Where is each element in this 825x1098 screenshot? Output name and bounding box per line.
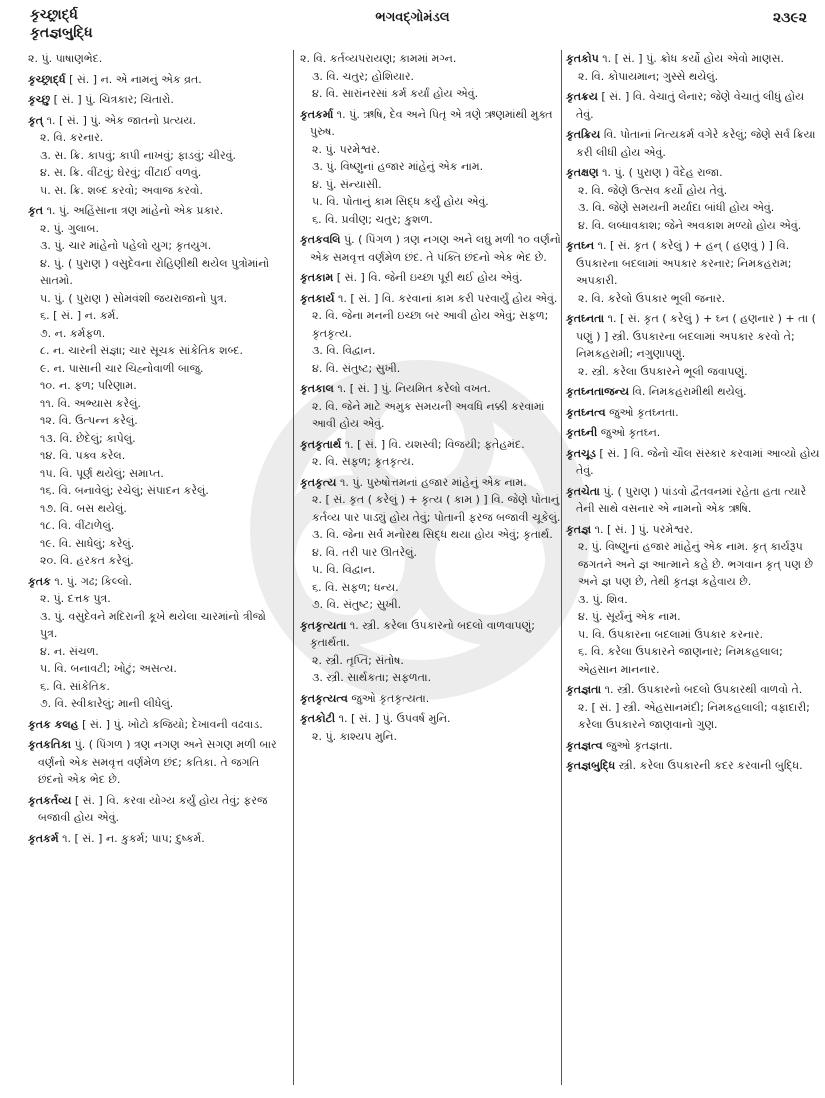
definition-text: ૨. પું. દત્તક પુત્ર.	[40, 592, 111, 605]
headword: કૃતઘ્નત્વ	[566, 405, 606, 419]
dictionary-entry	[566, 237, 821, 307]
entry-sense	[300, 398, 565, 433]
definition-text: ૧૦. ન. ફળ; પરિણામ.	[40, 379, 137, 392]
definition-text: ૫. સ. ક્રિ. શબ્દ કરવો; અવાજ કરવો.	[40, 183, 204, 197]
dictionary-entry	[28, 736, 284, 789]
definition-text: સ્ત્રી. કરેલા ઉપકારની કદર કરવાની બુદ્ધિ.	[618, 759, 803, 772]
definition-text: [ સં. ] વિ. જેની ઇચ્છા પૂરી થઈ હોય એવું.	[336, 271, 523, 284]
definition-text: ૨. વિ. કરેલો ઉપકાર ભૂલી જનાર.	[578, 291, 726, 305]
headword: કૃતક્ષણ	[566, 166, 599, 179]
definition-text: ૬. વિ. કરેલા ઉપકારને જાણનાર; નિમકહલાલ; એહસાન માનનાર.	[578, 645, 783, 676]
definition-text: ૩. પું. શિવ.	[578, 592, 628, 606]
definition-text: ૨. વિ. કર્તવ્યપરાયણ; કામમાં મગ્ન.	[300, 52, 457, 65]
entry-sense	[566, 217, 821, 235]
definition-text: જુઓ કૃતજ્ઞતા.	[606, 738, 673, 752]
definition-text: જુઓ કૃતઘ્ન.	[600, 426, 661, 439]
definition-text: ૨. સ્ત્રી. કરેલા ઉપકારને ભૂલી જવાપણું.	[578, 364, 748, 378]
definition-text: ૧૫. વિ. પૂર્ણ થયેલું; સમાપ્ત.	[40, 466, 164, 480]
entry-sense	[566, 182, 821, 200]
dictionary-entry	[300, 50, 565, 103]
entry-sense	[28, 220, 284, 238]
definition-text: ૨. સ્ત્રી. તૃપ્તિ; સંતોષ.	[312, 653, 404, 667]
headword: કૃતકૃત્ય	[300, 475, 337, 489]
entry-sense	[28, 325, 284, 343]
entry-sense	[566, 608, 821, 626]
entry-sense	[300, 176, 565, 194]
dictionary-entry	[566, 50, 821, 85]
page-header	[0, 6, 825, 46]
entry-sense	[28, 255, 284, 290]
definition-text: ૧. પું. ( પુરાણ ) વૈદેહ રાજા.	[602, 166, 723, 179]
headword: કૃતઘ્નતાજન્ય	[566, 385, 630, 398]
definition-text: ૧. પું. પુરુષોત્તમનાં હજાર માંહેનું એક નામ.	[339, 475, 527, 489]
definition-text: જુઓ કૃતઘ્નતા.	[609, 405, 679, 419]
entry-sense	[28, 590, 284, 608]
definition-text: ૧. પું. અહિંસાના ત્રણ માંહેનો એક પ્રકાર.	[46, 204, 224, 217]
definition-text: ૩. સ્ત્રી. સાર્થકતા; સફળતા.	[312, 671, 432, 684]
definition-text: પું. ( પિંગળ ) ત્રણ નગણ અને સગણ મળી બાર વર્ણનો એક સમવૃત્ત વર્ણમેળ છંદ; કતિકા. તે જગતિ છંદનો એક ભેદ છે.	[38, 738, 277, 786]
entry-sense	[300, 141, 565, 159]
entry-sense	[300, 652, 565, 670]
definition-text: [ સં. ] પું. ખોટો કજિયો; દેખાવની વઢવાડ.	[82, 717, 263, 731]
headword: કૃતકૃત્યતા	[300, 618, 347, 632]
entry-first-line	[300, 617, 565, 652]
dictionary-entry	[300, 710, 565, 745]
entry-sense	[300, 526, 565, 544]
entry-sense	[28, 535, 284, 553]
definition-text: ૬. વિ. પ્રવીણ; ચતુર; કુશળ.	[312, 212, 433, 226]
definition-text: [ સં. ] વિ. કરવા યોગ્ય કર્યું હોય તેવું; ફરજ બજાવી હોય એવું.	[38, 793, 268, 824]
entry-sense	[300, 491, 565, 526]
dictionary-entry	[566, 404, 821, 422]
headword: કૃતક્રય	[566, 90, 598, 103]
definition-text: પું. ( પુરાણ ) પાંડવો દ્વૈતવનમાં રહેતા હતા ત્યારે તેની સાથે વસનાર એ નામનો એક ઋષિ.	[576, 484, 807, 515]
column-left	[28, 50, 284, 1080]
guide-word-first: કૃચ્છ્રાર્દ્ધ	[30, 7, 78, 23]
entry-sense	[28, 395, 284, 413]
dictionary-entry	[28, 792, 284, 827]
definition-text: ૪. પું. સૂર્યનું એક નામ.	[578, 610, 681, 623]
guide-word-last: કૃતજ્ઞબુદ્ધિ	[30, 25, 93, 41]
definition-text: ૨. પું. કાશ્યપ મુનિ.	[312, 729, 397, 743]
headword: કૃતકાલ	[300, 382, 334, 395]
entry-sense	[300, 85, 565, 103]
entry-sense	[28, 164, 284, 182]
dictionary-columns	[28, 50, 818, 1090]
headword: કૃતઘ્ન	[566, 239, 595, 252]
entry-first-line	[28, 202, 284, 220]
definition-text: ૨. [ સં. કૃત ( કરેલું ) + કૃત્ય ( કામ ) ] વિ. જેણે પોતાનું કર્તવ્ય પાર પાડ્યું હોય તેવું; પોતાની ફરજ બજાવી ચૂકેલું.	[312, 493, 561, 524]
entry-sense	[28, 147, 284, 165]
definition-text: ૪. સ. ક્રિ. વીંટવું; ઘેરવું; વીંટાઈ વળવું.	[40, 166, 202, 179]
headword: કૃતક્રિય	[566, 128, 601, 141]
entry-first-line	[28, 792, 284, 827]
dictionary-entry	[566, 424, 821, 442]
definition-text: ૩. પું. ચાર માંહેનો પહેલો યુગ; કૃતયુગ.	[40, 239, 212, 252]
headword: કૃતકાર્ય	[300, 291, 335, 305]
definition-text: ૧૪. વિ. પક્વ કરેલ.	[40, 449, 126, 462]
headword: કૃતઘ્ની	[566, 426, 598, 439]
entry-sense	[300, 544, 565, 562]
headword: કૃતકવલિ	[300, 233, 341, 246]
entry-sense	[300, 561, 565, 579]
entry-first-line	[28, 716, 284, 734]
entry-first-line	[28, 736, 284, 789]
headword: કૃતજ્ઞ	[566, 522, 592, 536]
entry-sense	[300, 669, 565, 687]
headword: કૃતકતિકા	[28, 738, 72, 751]
definition-text: ૫. વિ. ઉપકારના બદલામાં ઉપકાર કરનાર.	[578, 627, 764, 641]
dictionary-entry	[28, 50, 284, 68]
definition-text: ૧. સ્ત્રી. ઉપકારનો બદલો ઉપકારથી વાળવો તે.	[604, 683, 803, 696]
dictionary-entry	[566, 88, 821, 123]
entry-first-line	[28, 91, 284, 109]
dictionary-entry	[28, 716, 284, 734]
entry-first-line	[300, 290, 565, 308]
entry-sense	[28, 660, 284, 678]
entry-first-line	[300, 106, 565, 141]
headword: કૃતકર્તવ્ય	[28, 793, 72, 807]
entry-first-line	[566, 483, 821, 518]
definition-text: ૪. પું. સંન્યાસી.	[312, 177, 382, 191]
dictionary-entry	[566, 681, 821, 734]
definition-text: ૨. [ સં. ] સ્ત્રી. એહસાનમંદી; નિમકહલાલી; વફાદારી; કરેલા ઉપકારને જાણવાનો ગુણ.	[578, 700, 810, 731]
definition-text: ૩. પું. વિષ્ણુનાં હજાર માંહેનું એક નામ.	[312, 160, 484, 173]
entry-sense	[300, 360, 565, 378]
entry-sense	[300, 307, 565, 342]
dictionary-entry	[28, 830, 284, 848]
definition-text: ૨. વિ. જેણે ઉત્સવ કર્યો હોય તેવું.	[578, 183, 728, 197]
entry-first-line	[300, 690, 565, 708]
definition-text: વિ. પોતાનાં નિત્યકર્મ વગેરે કરેલું; જેણે સર્વ ક્રિયા કરી લીધી હોય એવું.	[576, 128, 816, 159]
headword: કૃતકર્મ	[28, 831, 59, 845]
entry-first-line	[300, 269, 565, 287]
definition-text: ૧. [ સં. ] પું. એક જાતનો પ્રત્યય.	[46, 113, 197, 127]
headword: કૃત્	[28, 113, 44, 127]
definition-text: ૧૨. વિ. ઉત્પન્ન કરેલું.	[40, 414, 138, 427]
entry-first-line	[300, 231, 565, 266]
entry-first-line	[566, 521, 821, 539]
entry-sense	[28, 552, 284, 570]
definition-text: ૬. વિ. સફળ; ધન્ય.	[312, 580, 399, 594]
headword: કૃતકૃત્યત્વ	[300, 691, 348, 705]
entry-sense	[566, 68, 821, 86]
definition-text: ૮. ન. ચારની સંજ્ઞા; ચાર સૂચક સાંકેતિક શબ્દ.	[40, 344, 243, 357]
definition-text: ૪. વિ. તરી પાર ઊતરેલું.	[312, 545, 417, 559]
dictionary-entry	[566, 757, 821, 775]
entry-sense	[566, 290, 821, 308]
definition-text: ૨. પું. પાષાણભેદ.	[28, 52, 103, 65]
entry-sense	[28, 377, 284, 395]
entry-sense	[28, 182, 284, 200]
definition-text: ૭. વિ. સંતુષ્ટ; સુખી.	[312, 598, 402, 611]
dictionary-entry	[300, 617, 565, 687]
definition-text: [ સં. ] વિ. વેચાતું લેનાર; જેણે વેચાતું લીધું હોય તેવું.	[576, 90, 805, 121]
definition-text: ૧૩. વિ. છેદેલું; કાપેલું.	[40, 431, 136, 445]
definition-text: જુઓ કૃતકૃત્યતા.	[351, 691, 430, 705]
column-right	[566, 50, 821, 1080]
entry-sense	[300, 579, 565, 597]
entry-first-line	[566, 681, 821, 699]
entry-sense	[566, 199, 821, 217]
entry-sense	[566, 538, 821, 591]
entry-sense	[28, 482, 284, 500]
definition-text: ૧. [ સં. ] વિ. કરવાનાં કામ કરી પરવાર્યું હોય એવું.	[338, 291, 558, 305]
entry-sense	[300, 728, 565, 746]
definition-text: ૧. પું. ગઢ; કિલ્લો.	[54, 574, 133, 588]
page-title: ભગવદ્ગોમંડલ	[375, 10, 450, 25]
dictionary-entry	[300, 106, 565, 229]
entry-first-line	[566, 757, 821, 775]
entry-first-line	[566, 88, 821, 123]
headword: કૃતજ્ઞતા	[566, 683, 602, 696]
entry-first-line	[566, 50, 821, 68]
dictionary-entry	[28, 112, 284, 200]
entry-sense	[28, 342, 284, 360]
entry-first-line	[300, 710, 565, 728]
entry-first-line	[566, 424, 821, 442]
headword: કૃચ્છુ	[28, 93, 51, 106]
definition-text: ૪. વિ. લબ્ધાવકાશ; જેને અવકાશ મળ્યો હોય એવું.	[578, 218, 802, 232]
definition-text: ૫. પું. ( પુરાણ ) સોમવંશી જયરાજાનો પુત્ર.	[40, 291, 228, 305]
entry-sense	[28, 695, 284, 713]
dictionary-entry	[566, 164, 821, 234]
definition-text: ૧. [ સં. ] પું. ઉપવર્ષ મુનિ.	[338, 712, 451, 725]
entry-first-line	[566, 383, 821, 401]
entry-sense	[300, 211, 565, 229]
column-middle	[300, 50, 565, 1080]
dictionary-entry	[566, 126, 821, 161]
entry-sense	[28, 608, 284, 643]
definition-text: ૯. ન. પાસાની ચાર ચિહ્નોવાળી બાજુ.	[40, 361, 204, 375]
entry-first-line	[566, 310, 821, 363]
definition-text: ૪. વિ. સંતુષ્ટ; સુખી.	[312, 361, 401, 375]
entry-first-line	[28, 830, 284, 848]
entry-first-line	[300, 436, 565, 454]
entry-sense	[566, 699, 821, 734]
definition-text: ૩. વિ. ચતુર; હોશિયાર.	[312, 69, 415, 83]
definition-text: ૩. પું. વસુદેવને મદિરાની કૂખે થયેલા ચારમાંનો ત્રીજો પુત્ર.	[40, 609, 266, 640]
entry-sense	[28, 412, 284, 430]
dictionary-entry	[300, 290, 565, 378]
headword: કૃતઘ્નતા	[566, 312, 605, 325]
entry-first-line	[28, 112, 284, 130]
definition-text: ૨. વિ. જેને માટે અમુક સમયની અવધિ નક્કી કરવામાં આવી હોય એવું.	[312, 399, 545, 430]
entry-sense	[28, 307, 284, 325]
definition-text: ૧. [ સં. ] પું. પરમેશ્વર.	[594, 522, 694, 536]
dictionary-entry	[566, 310, 821, 380]
definition-text: ૬. વિ. સાંકેતિક.	[40, 679, 110, 693]
definition-text: ૨. વિ. જેના મનની ઇચ્છા બર આવી હોય એવું; સફળ; કૃતકૃત્ય.	[312, 309, 549, 340]
dictionary-entry	[28, 202, 284, 570]
headword: કૃતકામ	[300, 271, 334, 284]
entry-sense	[300, 342, 565, 360]
entry-sense	[28, 517, 284, 535]
entry-sense	[566, 363, 821, 381]
definition-text: ૩. વિ. જેણે સમયની મર્યાદા બાંધી હોય એવું.	[578, 201, 775, 214]
definition-text: ૧૯. વિ. સાધેલું; કરેલું.	[40, 536, 135, 550]
dictionary-entry	[300, 436, 565, 471]
entry-sense	[28, 500, 284, 518]
entry-sense	[566, 643, 821, 678]
definition-text: વિ. નિમકહરામીથી થયેલું.	[632, 385, 747, 398]
entry-sense	[28, 430, 284, 448]
definition-text: ૨૦. વિ. હરકત કરેલું.	[40, 554, 134, 567]
definition-text: ૧૭. વિ. બસ થયેલું.	[40, 501, 127, 515]
entry-first-line	[28, 573, 284, 591]
entry-sense	[300, 453, 565, 471]
headword: કૃતજ્ઞત્વ	[566, 738, 603, 752]
definition-text: ૧. [ સં. કૃત ( કરેલું ) + ઘ્ન ( હણનાર ) + તા ( પણું ) ] સ્ત્રી. ઉપકારના બદલામાં અપકાર કરવો તે; નિમકહરામી; નગુણાપણું.	[576, 312, 816, 360]
entry-first-line	[300, 380, 565, 398]
entry-sense	[28, 447, 284, 465]
entry-sense	[28, 643, 284, 661]
entry-sense	[566, 591, 821, 609]
definition-text: ૪. વિ. સારાંનરસાં કર્મ કર્યાં હોય એવું.	[312, 87, 479, 100]
definition-text: ૨. વિ. કરનાર.	[40, 131, 104, 144]
dictionary-entry	[566, 483, 821, 518]
definition-text: ૨. પું. પરમેશ્વર.	[312, 142, 381, 156]
entry-first-line	[566, 237, 821, 290]
definition-text: પું. ( પિંગળ ) ત્રણ નગણ અને લઘુ મળી ૧૦ વર્ણનો એક સમવૃત્ત વર્ણમેળ છંદ. તે પંક્તિ છંદનો એક ભેદ છે.	[310, 233, 561, 264]
entry-sense	[28, 465, 284, 483]
definition-text: [ સં. ] ન. એ નામનું એક વ્રત.	[69, 72, 202, 86]
entry-first-line	[28, 50, 284, 68]
entry-first-line	[566, 737, 821, 755]
dictionary-entry	[566, 737, 821, 755]
dictionary-entry	[28, 71, 284, 89]
definition-text: ૩. વિ. વિદ્વાન.	[312, 344, 376, 357]
definition-text: ૨. પું. વિષ્ણુનાં હજાર માંહેનું એક નામ. કૃત્ કાર્યરૂપ જગતને અને જ્ઞ આત્માને કહે છે. ભગવાન કૃત્ પણ છે અને જ્ઞ પણ છે, તેથી કૃતજ્ઞ કહેવાય છે.	[578, 540, 813, 588]
definition-text: ૪. ન. સંચળ.	[40, 644, 99, 658]
definition-text: ૧. પું. ઋષિ, દેવ અને પિતૃ એ ત્રણે ઋણમાંથી મુક્ત પુરુષ.	[310, 107, 553, 138]
entry-sense	[28, 678, 284, 696]
headword: કૃતકોટી	[300, 712, 336, 725]
headword: કૃતચેતા	[566, 484, 600, 498]
definition-text: ૧. [ સં. ] પું. ક્રોધ કર્યો હોય એવો માણસ.	[602, 52, 784, 65]
entry-first-line	[566, 445, 821, 480]
dictionary-entry	[300, 380, 565, 433]
dictionary-entry	[566, 521, 821, 679]
definition-text: ૫. વિ. બનાવટી; ખોટું; અસત્ય.	[40, 662, 177, 675]
entry-first-line	[300, 474, 565, 492]
definition-text: ૫. વિ. વિદ્વાન.	[312, 563, 376, 576]
definition-text: ૧૮. વિ. વીંટાળેલું.	[40, 519, 115, 532]
headword: કૃતજ્ઞબુદ્ધિ	[566, 759, 616, 772]
definition-text: ૧૧. વિ. અભ્યાસ કરેલું.	[40, 396, 141, 410]
definition-text: ૩. વિ. જેના સર્વ મનોરથ સિદ્ધ થયા હોય એવું; કૃતાર્થ.	[312, 528, 553, 541]
dictionary-entry	[566, 445, 821, 480]
headword: કૃતકોપ	[566, 52, 599, 65]
definition-text: ૨. વિ. સફળ; કૃતકૃત્ય.	[312, 455, 415, 468]
definition-text: ૧૬. વિ. બનાવેલું; રચેલું; સંપાદન કરેલું.	[40, 484, 209, 497]
definition-text: ૧. [ સં. ] પું. નિયમિત કરેલો વખત.	[337, 382, 491, 395]
definition-text: ૧. [ સં. કૃત ( કરેલું ) + હન્ ( હણવું ) ] વિ. ઉપકારના બદલામાં અપકાર કરનાર; નિમકહરામ; અપકારી.	[576, 239, 792, 287]
entry-sense	[300, 158, 565, 176]
entry-sense	[300, 193, 565, 211]
headword: કૃતચૂડ	[566, 446, 596, 460]
page-number: ૨૩૯૨	[772, 10, 807, 26]
headword: કૃતક કલહ	[28, 717, 79, 731]
definition-text: ૧. [ સં. ] વિ. યશસ્વી; વિજયી; ફતેહમંદ.	[344, 437, 525, 451]
definition-text: ૩. સ. ક્રિ. કાપવું; કાપી નાખવું; ફાડવું; ચીરવું.	[40, 148, 236, 162]
definition-text: ૫. વિ. પોતાનું કામ સિદ્ધ કર્યું હોય એવું.	[312, 195, 489, 208]
entry-sense	[566, 626, 821, 644]
entry-sense	[28, 290, 284, 308]
entry-sense	[300, 596, 565, 614]
definition-text: ૨. પું. ગુલાબ.	[40, 221, 99, 235]
headword: કૃત	[28, 204, 44, 217]
definition-text: ૪. પું. ( પુરાણ ) વસુદેવના રોહિણીથી થયેલ પુત્રોમાંનો સાતમો.	[40, 256, 270, 287]
entry-first-line	[566, 126, 821, 161]
dictionary-entry	[28, 573, 284, 713]
headword: કૃતકૃતાર્થ	[300, 437, 342, 451]
headword: કૃચ્છ્રાર્દ્ધ	[28, 72, 66, 86]
entry-first-line	[566, 164, 821, 182]
column-divider	[293, 50, 294, 1085]
entry-first-line	[300, 50, 565, 68]
entry-sense	[300, 68, 565, 86]
entry-sense	[28, 129, 284, 147]
definition-text: ૧. [ સં. ] ન. કુકર્મ; પાપ; દુષ્કર્મ.	[62, 831, 205, 845]
dictionary-entry	[300, 269, 565, 287]
headword: કૃતક	[28, 574, 51, 588]
dictionary-entry	[300, 690, 565, 708]
entry-sense	[28, 237, 284, 255]
entry-sense	[28, 360, 284, 378]
dictionary-entry	[566, 383, 821, 401]
definition-text: [ સં. ] પું. ચિત્રકાર; ચિતારો.	[53, 93, 174, 106]
definition-text: [ સં. ] વિ. જેનો ચૌલ સંસ્કાર કરવામાં આવ્યો હોય તેવું.	[576, 446, 820, 477]
definition-text: ૬. [ સં. ] ન. કર્મ.	[40, 309, 119, 322]
dictionary-entry	[300, 474, 565, 614]
definition-text: ૭. વિ. સ્વીકારેલું; માની લીધેલું.	[40, 697, 174, 710]
entry-first-line	[28, 71, 284, 89]
entry-first-line	[566, 404, 821, 422]
definition-text: ૭. ન. કર્મફળ.	[40, 326, 106, 340]
dictionary-entry	[28, 91, 284, 109]
definition-text: ૧. સ્ત્રી. કરેલા ઉપકારનો બદલો વાળવાપણું; કૃતાર્થતા.	[310, 618, 535, 649]
dictionary-entry	[300, 231, 565, 266]
definition-text: ૨. વિ. કોપાયમાન; ગુસ્સે થયેલું.	[578, 69, 719, 83]
headword: કૃતકર્મા	[300, 107, 334, 121]
